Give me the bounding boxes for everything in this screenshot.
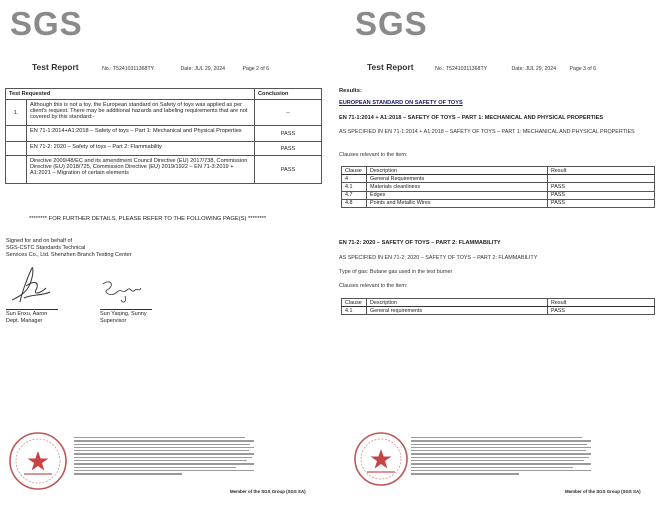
row-number [6, 126, 27, 142]
part1-specified: AS SPECIFIED IN EN 71-1:2014 + A1:2018 – SAFETY OF TOYS – PART 1: MECHANICAL AND PHYSICAL PROPERTIES [339, 129, 635, 135]
signature-line [6, 309, 58, 310]
report-number: No.: T52410311368TY [102, 66, 155, 72]
row-conclusion: PASS [255, 126, 322, 142]
col-result: Result [548, 299, 655, 307]
description-cell: General requirements [367, 307, 548, 315]
col-clause: Clause [342, 167, 367, 175]
signer-2 [100, 311, 147, 325]
part2-specified: AS SPECIFIED IN EN 71-2: 2020 – SAFETY OF TOYS – PART 2: FLAMMABILITY [339, 255, 538, 261]
row-text: EN 71-1:2014+A1:2018 – Safety of toys – Part 1: Mechanical and Physical Properties [27, 126, 255, 142]
company-seal-stamp [351, 429, 411, 489]
col-clause: Clause [342, 299, 367, 307]
result-cell: PASS [548, 199, 655, 207]
sgs-member-note: Member of the SGS Group (SGS SA) [230, 489, 306, 494]
row-number: 1. [6, 100, 27, 126]
table-row [342, 175, 655, 183]
clause-cell: 4.1 [342, 183, 367, 191]
result-cell: PASS [548, 307, 655, 315]
table-row [342, 191, 655, 199]
part1-clauses-label: Clauses relevant to the item: [339, 152, 408, 158]
signed-line: SGS-CSTC Standards Technical [6, 245, 86, 251]
signer-1 [6, 311, 47, 325]
clause-cell: 4.8 [342, 199, 367, 207]
fine-print-disclaimer [411, 437, 591, 487]
gas-type: Type of gas: Butane gas used in the test burner [339, 269, 453, 275]
table-row [6, 100, 322, 126]
clause-cell: 4.7 [342, 191, 367, 199]
signature-sunny [97, 276, 147, 306]
row-text: EN 71-2: 2020 – Safety of toys – Part 2: Flammability [27, 142, 255, 156]
table-row [6, 142, 322, 156]
signer-title: Supervisor [100, 318, 127, 324]
row-number [6, 142, 27, 156]
signed-line: Services Co., Ltd. Shenzhen Branch Testing Center [6, 252, 132, 258]
description-cell: General Requirements [367, 175, 548, 183]
result-cell [548, 175, 655, 183]
report-page-3 [333, 0, 666, 509]
clause-cell: 4.1 [342, 307, 367, 315]
row-text: Directive 2009/48/EC and its amendment Council Directive (EU) 2017/738, Commission Directive (EU) 2018/725, Commission Directive (EU) 2019/1922 – EN 71-3:2019 + A1:2021 – Migration of certain elements [27, 156, 255, 184]
part2-clauses-label: Clauses relevant to the item: [339, 283, 408, 289]
signature-line [100, 309, 152, 310]
sgs-member-note: Member of the SGS Group (SGS SA) [565, 489, 641, 494]
table-row [342, 307, 655, 315]
row-number [6, 156, 27, 184]
section-title: EUROPEAN STANDARD ON SAFETY OF TOYS [339, 100, 463, 106]
signed-block [6, 238, 132, 259]
results-label: Results: [339, 88, 362, 94]
description-cell: Points and Metallic Wires [367, 199, 548, 207]
col-test-requested: Test Requested [6, 89, 255, 100]
table-row [6, 126, 322, 142]
description-cell: Edges [367, 191, 548, 199]
report-title: Test Report [367, 62, 414, 72]
col-description: Description [367, 167, 548, 175]
signed-line: Signed for and on behalf of [6, 238, 73, 244]
clause-cell: 4 [342, 175, 367, 183]
signature-aaron [6, 262, 56, 308]
test-requested-table [5, 88, 322, 184]
report-date: Date: JUL 29, 2024 [180, 66, 226, 72]
signer-name: Sun Enxu, Aaron [6, 311, 48, 317]
report-date: Date: JUL 29, 2024 [511, 66, 557, 72]
description-cell: Materials cleanliness [367, 183, 548, 191]
report-header [32, 62, 279, 72]
row-conclusion: PASS [255, 156, 322, 184]
part2-heading: EN 71-2: 2020 – SAFETY OF TOYS – PART 2: FLAMMABILITY [339, 240, 501, 246]
part2-clause-table [341, 298, 655, 315]
table-row [342, 199, 655, 207]
row-conclusion: -- [255, 100, 322, 126]
further-details-note: ******** FOR FURTHER DETAILS, PLEASE REFER TO THE FOLLOWING PAGE(S) ******** [29, 216, 267, 222]
fine-print-disclaimer [74, 437, 254, 487]
row-conclusion: PASS [255, 142, 322, 156]
row-text: Although this is not a toy, the European standard on Safety of toys was applied as per client's request. There may be additional hazards and labeling requirements that are not covered by this standard:- [27, 100, 255, 126]
table-row [6, 156, 322, 184]
col-description: Description [367, 299, 548, 307]
part1-heading: EN 71-1:2014 + A1:2018 – SAFETY OF TOYS – PART 1: MECHANICAL AND PHYSICAL PROPERTIES [339, 115, 604, 121]
result-cell: PASS [548, 183, 655, 191]
company-seal-stamp [6, 429, 70, 493]
report-number: No.: T52410311368TY [435, 66, 488, 72]
page-number: Page 3 of 6 [569, 66, 597, 72]
part1-clause-table [341, 166, 655, 208]
sgs-logo: SGS [355, 5, 428, 42]
result-cell: PASS [548, 191, 655, 199]
col-conclusion: Conclusion [255, 89, 322, 100]
table-row [342, 183, 655, 191]
report-header [367, 62, 606, 72]
col-result: Result [548, 167, 655, 175]
sgs-logo: SGS [10, 5, 83, 42]
signer-name: Sun Yaqing, Sunny [100, 311, 147, 317]
page-number: Page 2 of 6 [242, 66, 270, 72]
report-title: Test Report [32, 62, 79, 72]
signer-title: Dept. Manager [6, 318, 43, 324]
